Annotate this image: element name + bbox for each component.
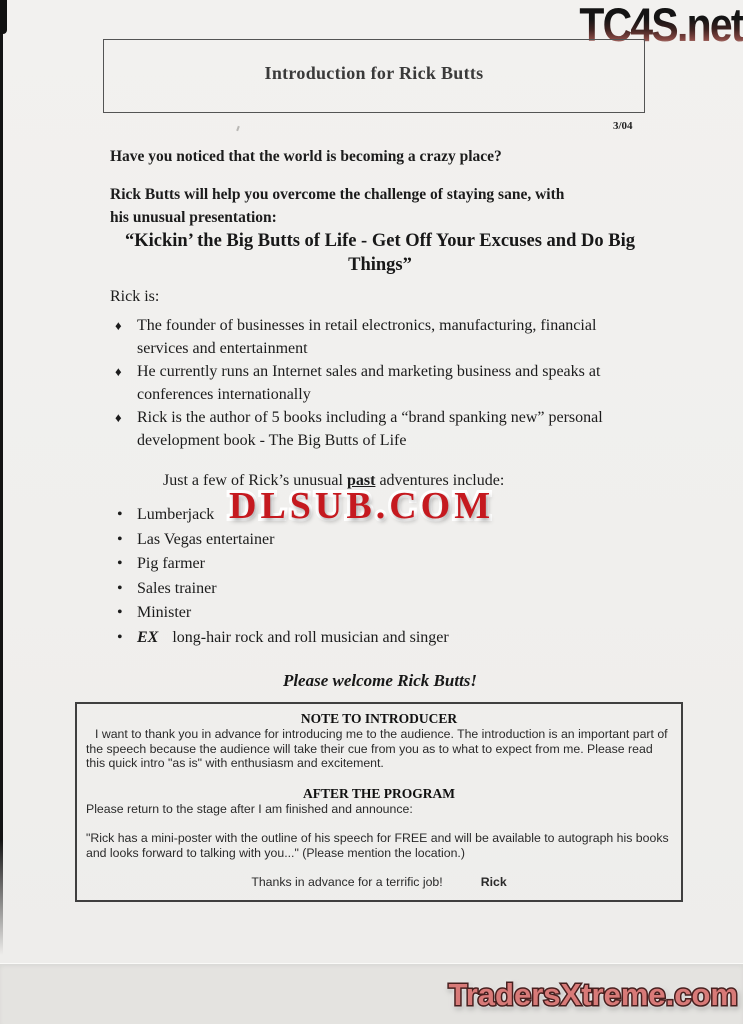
list-item (110, 577, 650, 602)
diamond-bullet-icon: ♦ (115, 410, 122, 425)
about-bullet-text: He currently runs an Internet sales and marketing business and speaks at conferences internationally (137, 363, 601, 403)
round-bullet-icon: • (117, 530, 123, 548)
tradersxtreme-watermark: TradersXtreme.com (448, 977, 738, 1012)
diamond-bullet-icon: ♦ (115, 318, 122, 333)
round-bullet-icon: • (117, 555, 123, 572)
opening-question: Have you noticed that the world is becoming a crazy place? (110, 148, 502, 165)
adventures-heading-emphasis: past (346, 472, 376, 489)
adventure-ex-item (137, 626, 449, 651)
note-to-introducer-box (75, 702, 683, 902)
dlsub-watermark: DLSUB.COM (229, 485, 495, 527)
list-item (110, 626, 650, 651)
scan-edge-line (0, 0, 3, 955)
note-paragraph: I want to thank you in advance for introducing me to the audience. The introduction is an important part of the speech because the audience will take their cue from you as to what to expect from me. Please read this quick intro "as is" with enthusiasm and excitement. (86, 727, 668, 770)
thanks-text: Thanks in advance for a terrific job! (251, 875, 443, 889)
note-heading: NOTE TO INTRODUCER (300, 711, 458, 726)
signature: Rick (480, 875, 507, 889)
date-stamp: 3/04 (613, 120, 633, 132)
pitch-paragraph (110, 183, 650, 229)
diamond-bullet-icon: ♦ (115, 364, 122, 379)
tc4s-watermark: TC4S.net (579, 0, 743, 51)
announcement-text: "Rick has a mini-poster with the outline of his speech for FREE and will be available to autograph his books and looks forward to talking with you..." (Please mention the location.) (86, 831, 669, 860)
list-item (110, 314, 650, 360)
adventure-item-text: Las Vegas entertainer (137, 530, 275, 548)
adventure-item-text: Lumberjack (137, 506, 215, 523)
title-box (103, 39, 645, 113)
list-item (110, 552, 650, 577)
rick-is-label: Rick is: (110, 288, 160, 305)
adventures-heading-post: adventures include: (375, 472, 505, 489)
about-bullet-text: Rick is the author of 5 books including a “brand spanking new” personal development book - The Big Butts of Life (137, 409, 603, 449)
after-program-instruction: Please return to the stage after I am finished and announce: (86, 801, 413, 816)
round-bullet-icon: • (117, 579, 123, 597)
adventures-heading-pre: Just a few of Rick’s unusual (163, 472, 347, 489)
about-bullet-list (110, 314, 650, 452)
about-bullet-text: The founder of businesses in retail electronics, manufacturing, financial services and entertainment (137, 317, 597, 357)
document-body (110, 145, 650, 692)
list-item (110, 601, 650, 626)
ex-prefix: EX (137, 628, 159, 646)
speech-headline: “Kickin’ the Big Butts of Life - Get Off Your Excuses and Do Big Things” (125, 231, 635, 275)
adventure-item-text: Minister (137, 604, 192, 621)
adventure-item-text: Pig farmer (137, 555, 205, 572)
list-item (110, 360, 650, 406)
round-bullet-icon: • (117, 604, 123, 621)
page-title: Introduction for Rick Butts (264, 62, 484, 83)
thanks-line (86, 875, 672, 890)
ex-text: long-hair rock and roll musician and singer (172, 628, 449, 646)
scan-edge-notch (0, 0, 7, 34)
after-program-heading: AFTER THE PROGRAM (302, 785, 455, 801)
round-bullet-icon: • (117, 506, 123, 523)
pitch-line2: his unusual presentation: (110, 209, 277, 226)
list-item (110, 406, 650, 452)
adventure-item-text: Sales trainer (137, 579, 217, 597)
pitch-line1: Rick Butts will help you overcome the challenge of staying sane, with (110, 186, 565, 203)
list-item (110, 528, 650, 553)
round-bullet-icon: • (117, 628, 123, 646)
closing-line: Please welcome Rick Butts! (282, 671, 478, 690)
